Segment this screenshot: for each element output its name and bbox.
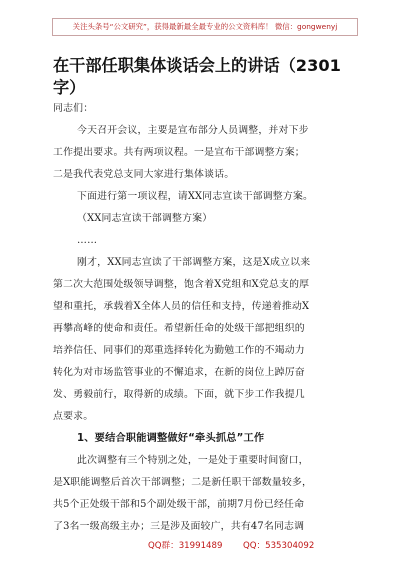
body-line: 下面进行第一项议程，请XX同志宣读干部调整方案。 (77, 191, 314, 202)
body-line: 是X职能调整后首次干部调整；二是新任职干部数量较多， (53, 477, 313, 488)
body-line: （XX同志宣读干部调整方案） (77, 213, 213, 224)
body-line: 再攀高峰的使命和责任。希望新任命的处级干部把组织的 (53, 323, 305, 334)
ellipsis-line: …… (77, 235, 98, 246)
body-line: 第二次大范围处级领导调整，饱含着X党组和X党总支的厚 (53, 279, 310, 290)
body-line: 今天召开会议，主要是宣布部分人员调整，并对下步 (77, 125, 309, 136)
body-line: 了3名一级高级主办；三是涉及面较广，共有47名同志调 (53, 521, 305, 532)
body-line: 转化为对市场监管事业的不懈追求，在新的岗位上踔厉奋 (53, 367, 305, 378)
body-line: 二是我代表党总支同大家进行集体谈话。 (53, 169, 235, 180)
body-line: 共5个正处级干部和5个副处级干部，前期7月份已经任命 (53, 499, 305, 510)
body-line: 培养信任、同事们的郑重选择转化为勤勉工作的不竭动力 (53, 345, 305, 356)
salutation: 同志们： (53, 103, 94, 114)
body-line: 刚才，XX同志宣读了干部调整方案，这是X成立以来 (77, 257, 311, 268)
document-title: 在干部任职集体谈话会上的讲话（2301字） (53, 56, 341, 97)
section-heading: 1、要结合职能调整做好“牵头抓总”工作 (77, 433, 265, 444)
body-line: 点要求。 (53, 411, 94, 422)
body-line: 发、勇毅前行，取得新的成绩。下面，就下步工作我提几 (53, 389, 305, 400)
promo-banner: 关注头条号“公文研究”，获得最新最全最专业的公文资料库！ 微信：gongwenyj (52, 18, 358, 36)
footer-qq: QQ：535304092 (243, 541, 315, 551)
page-footer (0, 539, 408, 553)
body-line: 此次调整有三个特别之处，一是处于重要时间窗口， (77, 455, 309, 466)
footer-qq-group: QQ群：31991489 (148, 541, 223, 551)
body-line: 望和重托，承载着X全体人员的信任和支持，传递着推动X (53, 301, 310, 312)
body-line: 工作提出要求。共有两项议程。一是宣布干部调整方案； (53, 147, 305, 158)
